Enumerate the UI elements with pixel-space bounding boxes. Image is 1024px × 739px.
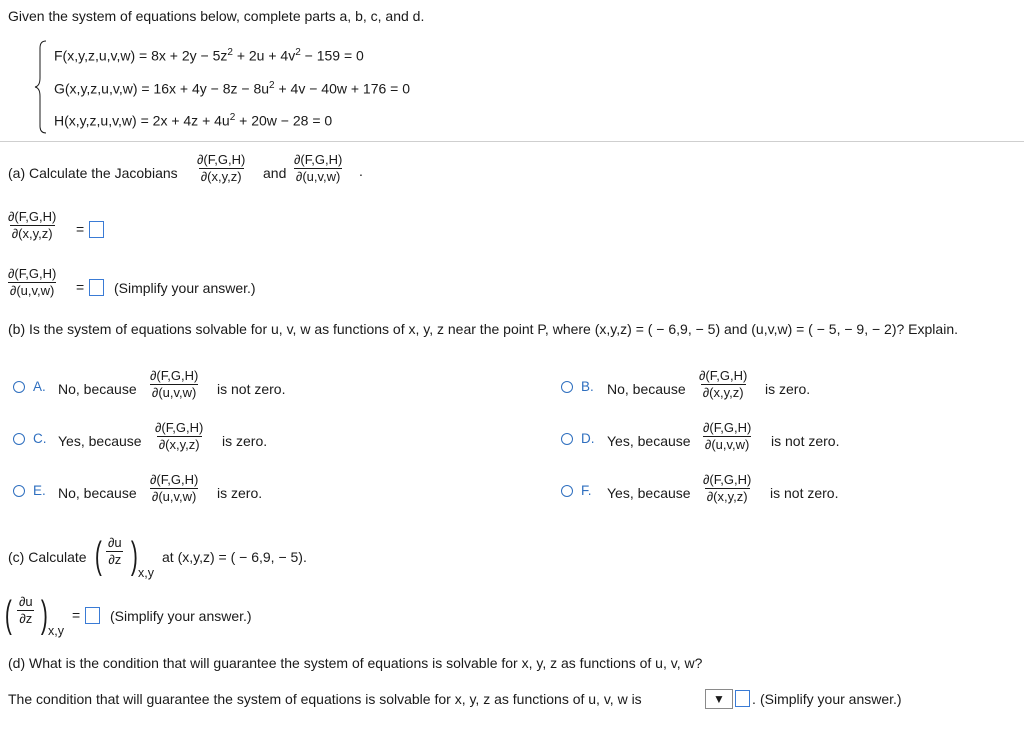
option-c-pre: Yes, because bbox=[58, 433, 142, 449]
option-b-fraction: $\frac{\partial(F,G,H)}{\partial(x,y,z)}$ bbox=[699, 368, 748, 400]
part-a-prompt: (a) Calculate the Jacobians bbox=[8, 165, 178, 181]
simplify-c: (Simplify your answer.) bbox=[110, 608, 252, 624]
option-d-post: is not zero. bbox=[771, 433, 840, 449]
and-text: and bbox=[263, 165, 287, 181]
option-e-pre: No, because bbox=[58, 485, 137, 501]
jacobian-uvw-fraction: $\frac{\partial(F,G,H)}{\partial(u,v,w)}$ bbox=[294, 152, 343, 184]
option-a-fraction: $\frac{\partial(F,G,H)}{\partial(u,v,w)}$ bbox=[150, 368, 199, 400]
option-c-post: is zero. bbox=[222, 433, 268, 449]
answer-a1-fraction: $\frac{\partial(F,G,H)}{\partial(x,y,z)}$ bbox=[8, 209, 57, 241]
equals-c: = bbox=[72, 607, 81, 623]
part-c-prompt: (c) Calculate bbox=[8, 549, 87, 565]
simplify-a2: (Simplify your answer.) bbox=[114, 280, 256, 296]
option-f-post: is not zero. bbox=[770, 485, 839, 501]
part-d-prompt: (d) What is the condition that will guarantee the system of equations is solvable for x, y, z as functions of u, v, w? bbox=[8, 655, 703, 671]
option-f-pre: Yes, because bbox=[607, 485, 691, 501]
option-b-pre: No, because bbox=[607, 381, 686, 397]
dropdown-arrow-icon: ▼ bbox=[713, 692, 725, 706]
simplify-d: (Simplify your answer.) bbox=[760, 691, 902, 707]
option-b-radio[interactable] bbox=[561, 381, 573, 393]
option-d-fraction: $\frac{\partial(F,G,H)}{\partial(u,v,w)}$ bbox=[703, 420, 752, 452]
period-a: . bbox=[359, 163, 363, 179]
left-brace-icon bbox=[34, 40, 48, 134]
part-b-prompt: (b) Is the system of equations solvable for u, v, w as functions of x, y, z near the point P, where (x,y,z) = ( − 6,9, − 5) and (u,v,w) = ( − 5, − 9, − 2)? Explain. bbox=[8, 321, 958, 337]
equation-g: $G(x,y,z,u,v,w) = 16x + 4y - 8z - 8u^2 + 4v - 40w + 176 = 0$ bbox=[54, 80, 411, 97]
equals-a1: = bbox=[76, 221, 85, 237]
option-e-post: is zero. bbox=[217, 485, 263, 501]
option-f-radio[interactable] bbox=[561, 485, 573, 497]
option-d-pre: Yes, because bbox=[607, 433, 691, 449]
option-d-radio[interactable] bbox=[561, 433, 573, 445]
option-e-fraction: $\frac{\partial(F,G,H)}{\partial(u,v,w)}$ bbox=[150, 472, 199, 504]
right-paren-c-answer: ) bbox=[40, 594, 48, 636]
option-e-radio[interactable] bbox=[13, 485, 25, 497]
answer-a2-input[interactable] bbox=[89, 279, 104, 296]
partial-u-z-fraction: $\frac{\partial u}{\partial z}$ bbox=[108, 535, 122, 567]
jacobian-xyz-fraction: $\frac{\partial(F,G,H)}{\partial(x,y,z)}$ bbox=[197, 152, 246, 184]
option-b-post: is zero. bbox=[765, 381, 811, 397]
equation-h: $H(x,y,z,u,v,w) = 2x + 4z + 4u^2 + 20w - 28 = 0$ bbox=[54, 112, 333, 129]
option-f-letter: F. bbox=[581, 483, 592, 498]
period-d: . bbox=[752, 691, 756, 707]
option-c-fraction: $\frac{\partial(F,G,H)}{\partial(x,y,z)}$ bbox=[155, 420, 204, 452]
answer-c-fraction: $\frac{\partial u}{\partial z}$ bbox=[19, 594, 33, 626]
option-a-pre: No, because bbox=[58, 381, 137, 397]
option-b-letter: B. bbox=[581, 379, 594, 394]
option-a-letter: A. bbox=[33, 379, 46, 394]
intro-text: Given the system of equations below, complete parts a, b, c, and d. bbox=[8, 8, 425, 24]
option-c-radio[interactable] bbox=[13, 433, 25, 445]
separator bbox=[0, 141, 1024, 142]
option-e-letter: E. bbox=[33, 483, 46, 498]
equals-a2: = bbox=[76, 279, 85, 295]
option-c-letter: C. bbox=[33, 431, 47, 446]
answer-c-input[interactable] bbox=[85, 607, 100, 624]
subscript-xy-c-answer: x,y bbox=[48, 624, 64, 638]
right-paren-c: ) bbox=[130, 535, 138, 577]
option-a-radio[interactable] bbox=[13, 381, 25, 393]
answer-d-input[interactable] bbox=[735, 690, 750, 707]
option-d-letter: D. bbox=[581, 431, 595, 446]
subscript-xy-c: x,y bbox=[138, 566, 154, 580]
part-c-point: at (x,y,z) = ( − 6,9, − 5). bbox=[162, 549, 307, 565]
left-paren-c-answer: ( bbox=[4, 594, 12, 636]
answer-a1-input[interactable] bbox=[89, 221, 104, 238]
part-d-answer-text: The condition that will guarantee the system of equations is solvable for x, y, z as functions of u, v, w is bbox=[8, 691, 642, 707]
option-a-post: is not zero. bbox=[217, 381, 286, 397]
answer-a2-fraction: $\frac{\partial(F,G,H)}{\partial(u,v,w)}$ bbox=[8, 266, 57, 298]
equation-f: $F(x,y,z,u,v,w) = 8x + 2y - 5z^2 + 2u + 4v^2 - 159 = 0$ bbox=[54, 47, 364, 64]
option-f-fraction: $\frac{\partial(F,G,H)}{\partial(x,y,z)}$ bbox=[703, 472, 752, 504]
left-paren-c: ( bbox=[94, 535, 102, 577]
condition-dropdown[interactable] bbox=[705, 689, 733, 709]
